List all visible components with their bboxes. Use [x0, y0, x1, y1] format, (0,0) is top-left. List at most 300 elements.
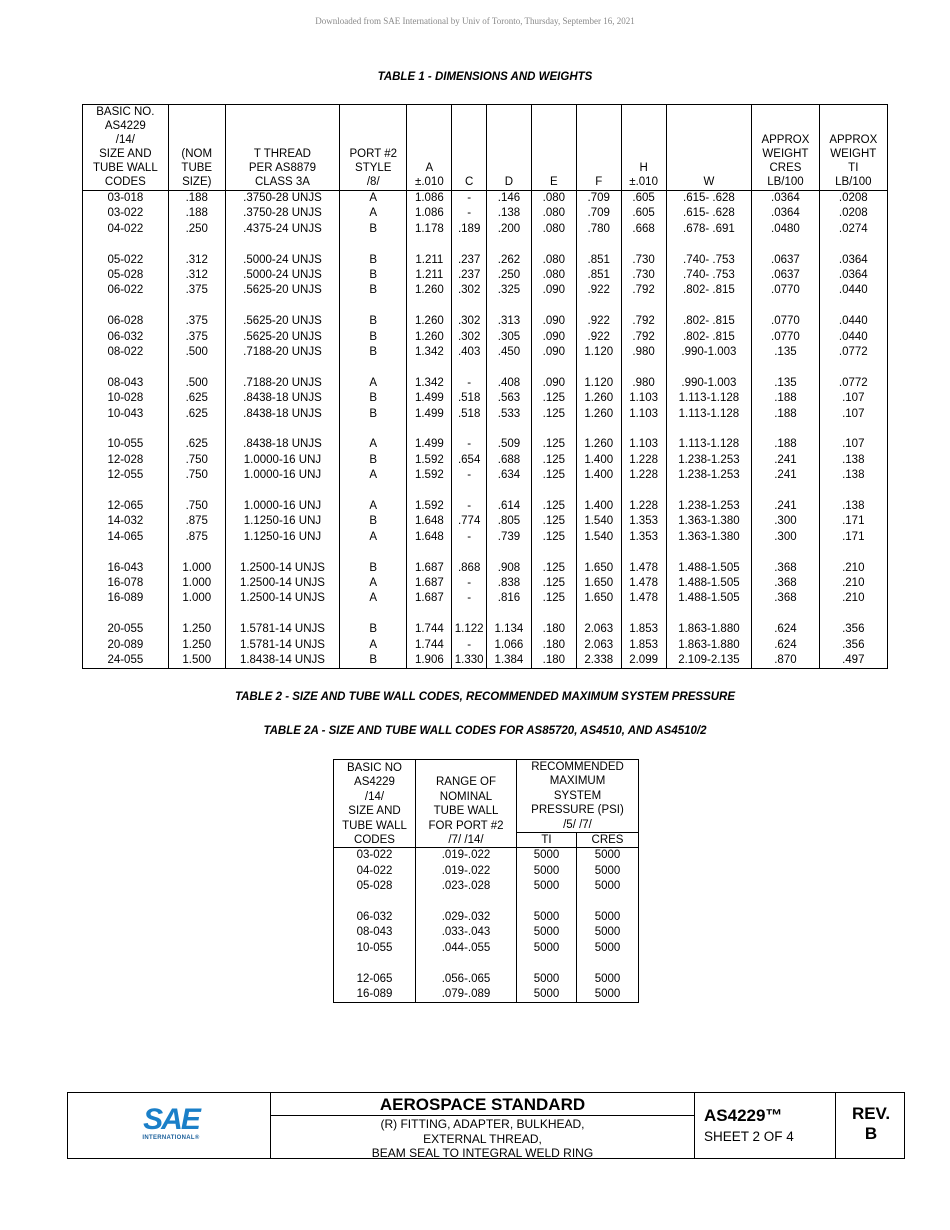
spacer-cell — [621, 237, 666, 252]
header-line: APPROX — [829, 134, 878, 146]
header-line: ±.010 — [415, 176, 444, 188]
table-cell: .019-.022 — [416, 864, 517, 879]
spacer-cell — [621, 484, 666, 499]
table-cell: .241 — [752, 499, 819, 514]
table-cell: 5000 — [577, 910, 639, 925]
table-cell: 1.363-1.380 — [666, 530, 752, 545]
table-cell: .0770 — [752, 283, 819, 298]
download-watermark: Downloaded from SAE International by Univ of Toronto, Thursday, September 16, 2021 — [315, 16, 635, 26]
table-cell: 5000 — [577, 941, 639, 956]
spacer-cell — [416, 895, 517, 910]
table-cell: - — [452, 191, 487, 207]
table-row — [83, 530, 888, 545]
table-cell: 06-028 — [83, 314, 169, 329]
spacer-cell — [340, 237, 407, 252]
header-line: TUBE WALL — [92, 162, 158, 174]
table-cell: 1.260 — [407, 330, 452, 345]
header-line: RANGE OF — [435, 776, 497, 789]
table-cell: 1.1250-16 UNJ — [225, 514, 339, 529]
table-cell: .302 — [452, 330, 487, 345]
header-line: TUBE — [181, 162, 213, 174]
header-line: LB/100 — [835, 176, 872, 188]
spacer-cell — [517, 895, 577, 910]
table-cell: .0637 — [752, 253, 819, 268]
table-cell: - — [452, 499, 487, 514]
table-cell: .180 — [531, 638, 576, 653]
table-cell: .125 — [531, 591, 576, 606]
table-cell: 16-089 — [334, 987, 416, 1003]
table-cell: .730 — [621, 268, 666, 283]
table-row — [83, 345, 888, 360]
header-line: PRESSURE (PSI) — [531, 804, 624, 817]
header-t-thread — [225, 105, 339, 191]
header-line: H — [639, 162, 648, 174]
table-cell: .375 — [168, 330, 225, 345]
spacer-cell — [407, 607, 452, 622]
table-cell: .654 — [452, 453, 487, 468]
table-cell: .5625-20 UNJS — [225, 283, 339, 298]
table-cell: .171 — [819, 530, 887, 545]
table-cell: .500 — [168, 345, 225, 360]
header-tube-wall-range — [416, 760, 517, 848]
table-row — [83, 330, 888, 345]
table1-header-row — [83, 105, 888, 191]
header-line: C — [465, 176, 474, 188]
subtitle-line: BEAM SEAL TO INTEGRAL WELD RING — [371, 1146, 594, 1160]
spacer-cell — [621, 422, 666, 437]
table-cell: 1.478 — [621, 576, 666, 591]
table-cell: - — [452, 376, 487, 391]
spacer-cell — [83, 360, 169, 375]
header-line: RECOMMENDED — [531, 761, 624, 773]
spacer-cell — [340, 484, 407, 499]
table-cell: 1.853 — [621, 638, 666, 653]
table-cell: .816 — [487, 591, 532, 606]
table-cell: .408 — [487, 376, 532, 391]
spacer-cell — [819, 484, 887, 499]
table-cell: A — [340, 530, 407, 545]
table-cell: B — [340, 453, 407, 468]
table-cell: .780 — [576, 222, 621, 237]
table-cell: .312 — [168, 268, 225, 283]
table-cell: .3750-28 UNJS — [225, 191, 339, 207]
table-cell: .922 — [576, 314, 621, 329]
header-line: /5/ /7/ — [563, 818, 592, 831]
table-cell: 04-022 — [83, 222, 169, 237]
header-line: MAXIMUM — [549, 775, 606, 788]
table-cell: .0440 — [819, 314, 887, 329]
spacer-cell — [819, 360, 887, 375]
table-cell: 1.648 — [407, 514, 452, 529]
table-cell: 5000 — [577, 848, 639, 864]
table-cell: .0274 — [819, 222, 887, 237]
table-cell: 06-032 — [83, 330, 169, 345]
header-a — [407, 105, 452, 191]
table-cell: 16-043 — [83, 561, 169, 576]
spacer-cell — [340, 545, 407, 560]
header-line: D — [504, 176, 514, 188]
table-cell: 1.228 — [621, 453, 666, 468]
table-cell: 1.066 — [487, 638, 532, 653]
table-cell: .5000-24 UNJS — [225, 268, 339, 283]
table-row — [83, 468, 888, 483]
spacer-cell — [531, 545, 576, 560]
table-cell: 2.109-2.135 — [666, 653, 752, 669]
table-cell: .563 — [487, 391, 532, 406]
table-cell: .146 — [487, 191, 532, 207]
spacer-cell — [666, 422, 752, 437]
table-cell: 1.384 — [487, 653, 532, 669]
table-cell: .125 — [531, 499, 576, 514]
table-cell: .980 — [621, 345, 666, 360]
table-cell: .375 — [168, 283, 225, 298]
table-cell: .0440 — [819, 283, 887, 298]
header-f — [576, 105, 621, 191]
table-cell: .739 — [487, 530, 532, 545]
header-line: E — [550, 176, 558, 188]
table-cell: A — [340, 468, 407, 483]
table-cell: 1.122 — [452, 622, 487, 637]
table-cell: .044-.055 — [416, 941, 517, 956]
spacer-cell — [752, 545, 819, 560]
table-cell: .368 — [752, 561, 819, 576]
table-cell: .0770 — [752, 314, 819, 329]
table-cell: 5000 — [517, 987, 577, 1003]
table-row — [83, 514, 888, 529]
table-cell: .080 — [531, 206, 576, 221]
table-cell: .7188-20 UNJS — [225, 345, 339, 360]
header-line: STYLE — [355, 162, 392, 174]
table-cell: B — [340, 514, 407, 529]
spacer-cell — [577, 956, 639, 971]
spacer-cell — [752, 360, 819, 375]
table-cell: 5000 — [517, 879, 577, 894]
table-cell: 1.000 — [168, 576, 225, 591]
table-cell: 1.342 — [407, 345, 452, 360]
table-cell: .125 — [531, 407, 576, 422]
table-cell: 1.178 — [407, 222, 452, 237]
spacer-cell — [576, 299, 621, 314]
header-weight-ti — [819, 105, 887, 191]
table-cell: .200 — [487, 222, 532, 237]
table-cell: .851 — [576, 253, 621, 268]
table-cell: 1.103 — [621, 437, 666, 452]
table-cell: .237 — [452, 253, 487, 268]
table-cell: .210 — [819, 561, 887, 576]
spacer-cell — [576, 484, 621, 499]
spacer-cell — [407, 422, 452, 437]
table-cell: .870 — [752, 653, 819, 669]
table-cell: 10-043 — [83, 407, 169, 422]
table-cell: .125 — [531, 514, 576, 529]
table-cell: .518 — [452, 407, 487, 422]
table-cell: 08-043 — [83, 376, 169, 391]
table-cell: .180 — [531, 622, 576, 637]
table-cell: B — [340, 283, 407, 298]
table-cell: .678- .691 — [666, 222, 752, 237]
table-cell: .125 — [531, 437, 576, 452]
table-cell: .188 — [752, 437, 819, 452]
table-cell: .792 — [621, 283, 666, 298]
header-line: ±.010 — [629, 176, 658, 188]
header-line: /14/ — [364, 790, 385, 803]
table-cell: 04-022 — [334, 864, 416, 879]
header-line: SIZE AND — [348, 805, 401, 818]
table-cell: .802- .815 — [666, 283, 752, 298]
table-cell: .750 — [168, 468, 225, 483]
header-line: SYSTEM — [553, 789, 602, 802]
table-cell: .090 — [531, 283, 576, 298]
table-cell: B — [340, 268, 407, 283]
table-cell: 1.5781-14 UNJS — [225, 622, 339, 637]
table2a-caption: TABLE 2A - SIZE AND TUBE WALL CODES FOR AS85720, AS4510, AND AS4510/2 — [263, 725, 707, 737]
table-cell: .210 — [819, 591, 887, 606]
table-cell: 5000 — [577, 864, 639, 879]
spacer-cell — [83, 484, 169, 499]
table-cell: 1.000 — [168, 591, 225, 606]
table-row — [83, 376, 888, 391]
table-cell: - — [452, 437, 487, 452]
table-row — [83, 437, 888, 452]
table-cell: .709 — [576, 191, 621, 207]
table-cell: .080 — [531, 191, 576, 207]
table-cell: .625 — [168, 437, 225, 452]
header-line: PORT #2 — [349, 148, 398, 160]
table-cell: .0770 — [752, 330, 819, 345]
table-cell: 1.086 — [407, 191, 452, 207]
table-cell: .5625-20 UNJS — [225, 330, 339, 345]
table-cell: A — [340, 376, 407, 391]
table-cell: 1.687 — [407, 591, 452, 606]
spacer-cell — [487, 484, 532, 499]
table-cell: .605 — [621, 206, 666, 221]
table-cell: 08-043 — [334, 925, 416, 940]
table-cell: .302 — [452, 283, 487, 298]
table-cell: 1.1250-16 UNJ — [225, 530, 339, 545]
table-row — [83, 453, 888, 468]
table-cell: 1.260 — [576, 407, 621, 422]
table-cell: .171 — [819, 514, 887, 529]
spacer-cell — [225, 237, 339, 252]
table-cell: .138 — [819, 468, 887, 483]
spacer-row — [83, 484, 888, 499]
table-cell: 1.260 — [407, 283, 452, 298]
table-cell: 03-018 — [83, 191, 169, 207]
header-e — [531, 105, 576, 191]
subtitle-line: (R) FITTING, ADAPTER, BULKHEAD, — [380, 1117, 585, 1131]
header-line: CRES — [769, 162, 802, 174]
table-cell: .189 — [452, 222, 487, 237]
spacer-cell — [168, 299, 225, 314]
table-cell: 1.363-1.380 — [666, 514, 752, 529]
spacer-cell — [752, 237, 819, 252]
table-cell: .625 — [168, 391, 225, 406]
table-cell: 1.863-1.880 — [666, 638, 752, 653]
table-cell: .688 — [487, 453, 532, 468]
spacer-cell — [752, 422, 819, 437]
spacer-cell — [819, 545, 887, 560]
table-cell: .7188-20 UNJS — [225, 376, 339, 391]
spacer-cell — [517, 956, 577, 971]
table-cell: 1.687 — [407, 561, 452, 576]
table-cell: .450 — [487, 345, 532, 360]
table-cell: .740- .753 — [666, 253, 752, 268]
spacer-cell — [225, 545, 339, 560]
spacer-cell — [416, 956, 517, 971]
header-line: F — [595, 176, 603, 188]
table-cell: 1.260 — [407, 314, 452, 329]
spacer-row — [334, 956, 639, 971]
title-cell — [271, 1093, 695, 1158]
spacer-cell — [407, 545, 452, 560]
spacer-cell — [531, 422, 576, 437]
table-cell: 08-022 — [83, 345, 169, 360]
table-cell: B — [340, 622, 407, 637]
title-block — [67, 1092, 905, 1159]
table-cell: .0208 — [819, 191, 887, 207]
table-cell: 1.499 — [407, 407, 452, 422]
spacer-cell — [487, 299, 532, 314]
table-cell: .188 — [168, 191, 225, 207]
table-cell: 1.478 — [621, 561, 666, 576]
spacer-cell — [819, 237, 887, 252]
table-cell: 1.499 — [407, 391, 452, 406]
table-cell: B — [340, 345, 407, 360]
header-line: (NOM — [181, 148, 213, 160]
table-cell: 1.863-1.880 — [666, 622, 752, 637]
spacer-cell — [666, 237, 752, 252]
table-cell: 5000 — [577, 972, 639, 987]
spacer-cell — [487, 545, 532, 560]
sae-logo-wordmark: SAE — [143, 1103, 199, 1136]
table-cell: B — [340, 222, 407, 237]
table-cell: .138 — [819, 499, 887, 514]
spacer-cell — [168, 484, 225, 499]
table-cell: 05-022 — [83, 253, 169, 268]
table-cell: 1.113-1.128 — [666, 391, 752, 406]
spacer-cell — [340, 299, 407, 314]
table-cell: - — [452, 576, 487, 591]
table-cell: 1.103 — [621, 391, 666, 406]
table-cell: 1.250 — [168, 638, 225, 653]
table-cell: .509 — [487, 437, 532, 452]
table-cell: 06-022 — [83, 283, 169, 298]
table-cell: .300 — [752, 530, 819, 545]
table-cell: 1.0000-16 UNJ — [225, 468, 339, 483]
table-cell: 1.228 — [621, 499, 666, 514]
table-cell: .250 — [168, 222, 225, 237]
table-cell: 1.650 — [576, 591, 621, 606]
table-cell: 14-065 — [83, 530, 169, 545]
spacer-cell — [487, 237, 532, 252]
table-cell: .313 — [487, 314, 532, 329]
spacer-cell — [407, 237, 452, 252]
table-cell: B — [340, 407, 407, 422]
spacer-cell — [621, 299, 666, 314]
spacer-cell — [531, 484, 576, 499]
header-line: APPROX — [761, 134, 810, 146]
spacer-cell — [666, 299, 752, 314]
table-row — [83, 283, 888, 298]
table-cell: B — [340, 391, 407, 406]
spacer-cell — [531, 607, 576, 622]
table-cell: 5000 — [517, 925, 577, 940]
table-cell: .125 — [531, 468, 576, 483]
table-cell: 1.687 — [407, 576, 452, 591]
table-cell: .325 — [487, 283, 532, 298]
table-row — [334, 987, 639, 1003]
spacer-cell — [666, 607, 752, 622]
table-cell: 14-032 — [83, 514, 169, 529]
table-cell: 16-078 — [83, 576, 169, 591]
table-cell: 1.000 — [168, 561, 225, 576]
table-cell: .838 — [487, 576, 532, 591]
table-cell: .029-.032 — [416, 910, 517, 925]
spacer-cell — [225, 422, 339, 437]
table-cell: .605 — [621, 191, 666, 207]
table-cell: .615- .628 — [666, 191, 752, 207]
table-row — [334, 879, 639, 894]
table-cell: 5000 — [577, 879, 639, 894]
table-cell: .368 — [752, 591, 819, 606]
spacer-cell — [487, 422, 532, 437]
table-cell: .802- .815 — [666, 314, 752, 329]
spacer-cell — [621, 360, 666, 375]
table-cell: .312 — [168, 253, 225, 268]
table-row — [83, 314, 888, 329]
table-cell: A — [340, 576, 407, 591]
header-recommended-pressure — [517, 760, 639, 833]
pressure-table — [333, 759, 639, 1003]
header-line: NOMINAL — [439, 790, 493, 803]
table-cell: .615- .628 — [666, 206, 752, 221]
spacer-cell — [340, 360, 407, 375]
spacer-cell — [452, 360, 487, 375]
spacer-cell — [752, 607, 819, 622]
table-row — [83, 222, 888, 237]
spacer-cell — [752, 299, 819, 314]
table-cell: 12-055 — [83, 468, 169, 483]
table-cell: .356 — [819, 638, 887, 653]
table-cell: 1.488-1.505 — [666, 561, 752, 576]
table-cell: .3750-28 UNJS — [225, 206, 339, 221]
table-cell: .875 — [168, 530, 225, 545]
table-cell: .079-.089 — [416, 987, 517, 1003]
table-cell: 1.744 — [407, 638, 452, 653]
spacer-row — [83, 360, 888, 375]
spacer-row — [83, 237, 888, 252]
spacer-cell — [621, 607, 666, 622]
table-row — [83, 391, 888, 406]
table-cell: .0364 — [819, 268, 887, 283]
table-cell: 1.120 — [576, 345, 621, 360]
table-cell: 05-028 — [83, 268, 169, 283]
table-cell: 20-055 — [83, 622, 169, 637]
table-cell: .107 — [819, 407, 887, 422]
table-cell: .300 — [752, 514, 819, 529]
sae-logo — [139, 1105, 203, 1141]
sae-logo-subtext: INTERNATIONAL® — [142, 1135, 200, 1141]
table-cell: A — [340, 206, 407, 221]
table-cell: .4375-24 UNJS — [225, 222, 339, 237]
table-row — [83, 499, 888, 514]
table-cell: B — [340, 314, 407, 329]
header-line: CODES — [354, 834, 395, 847]
table-cell: 10-028 — [83, 391, 169, 406]
table-cell: 2.099 — [621, 653, 666, 669]
spacer-cell — [531, 360, 576, 375]
table-cell: 1.113-1.128 — [666, 437, 752, 452]
